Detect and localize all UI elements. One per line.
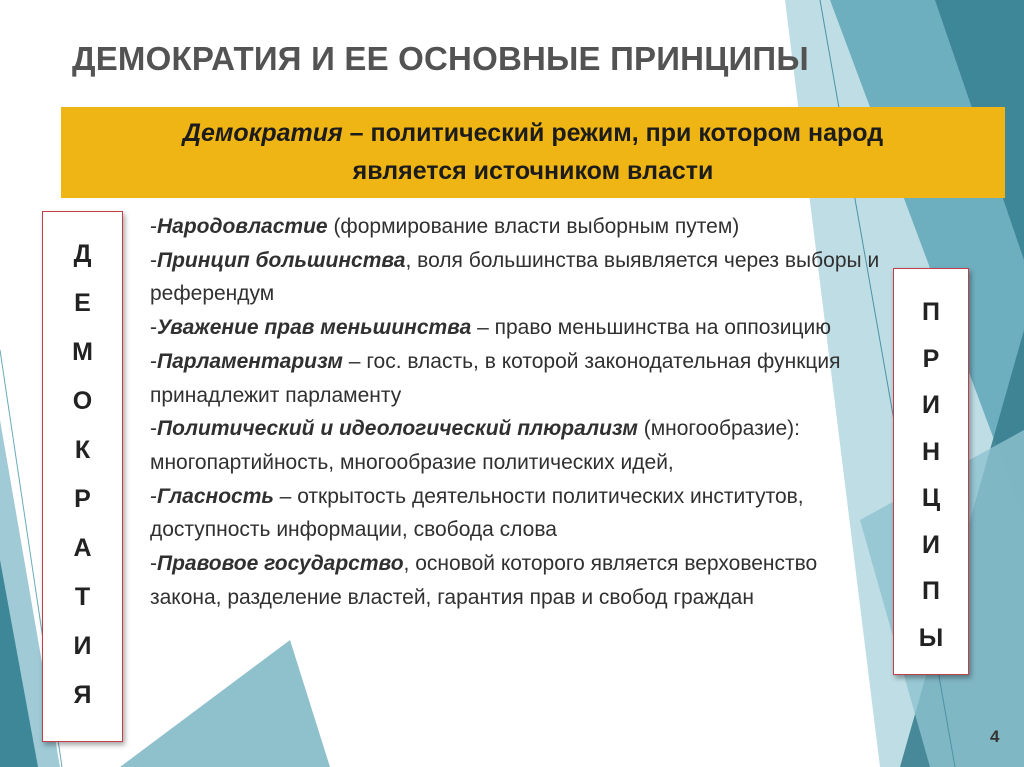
letter: И	[922, 530, 940, 559]
letter: Т	[74, 583, 91, 611]
letter: П	[922, 577, 940, 605]
page-number: 4	[990, 727, 1000, 746]
vertical-letters-left	[43, 230, 122, 720]
letter: Р	[922, 344, 940, 373]
slide-title: ДЕМОКРАТИЯ И ЕЕ ОСНОВНЫЕ ПРИНЦИПЫ	[72, 40, 809, 77]
letter: А	[73, 534, 92, 562]
definition-term: Демократия	[182, 119, 343, 147]
letter: Е	[74, 289, 91, 317]
principle-prefix: -	[150, 316, 157, 340]
principle-prefix: -	[150, 349, 157, 373]
definition-line2: является источником власти	[352, 157, 714, 185]
principle-item	[150, 480, 890, 547]
letter: К	[74, 436, 91, 464]
vertical-word-principles	[893, 268, 969, 675]
principle-description: – гос. власть, в которой законодательная функция принадлежит парламенту	[150, 349, 841, 407]
principle-item	[150, 210, 890, 244]
principle-item	[150, 547, 890, 614]
letter: Н	[921, 437, 941, 466]
principle-prefix: -	[150, 484, 157, 508]
principle-item	[150, 345, 890, 412]
principle-prefix: -	[150, 417, 157, 441]
principle-term: Принцип большинства	[157, 248, 406, 272]
definition-line1: – политический режим, при котором народ	[342, 119, 884, 147]
principle-description: – право меньшинства на оппозицию	[471, 316, 832, 340]
vertical-letters-right	[894, 289, 968, 661]
principle-item	[150, 311, 890, 345]
principle-term: Правовое государство	[157, 552, 404, 576]
principle-item	[150, 412, 890, 479]
principle-description: , воля большинства выявляется через выборы и референдум	[150, 248, 880, 306]
letter: М	[72, 338, 93, 366]
principle-prefix: -	[150, 248, 157, 272]
letter: Д	[73, 240, 92, 268]
principle-description: , основой которого является верховенство закона, разделение властей, гарантия прав и свобод граждан	[150, 552, 818, 609]
definition-text	[61, 114, 1005, 190]
letter: Ц	[921, 484, 941, 512]
letter: П	[922, 298, 940, 326]
principle-description: (многообразие): многопартийность, многообразие политических идей,	[150, 417, 800, 474]
principle-term: Народовластие	[157, 215, 328, 238]
principle-prefix: -	[150, 215, 157, 238]
principle-prefix: -	[150, 552, 157, 576]
principle-description: (формирование власти выборным путем)	[327, 215, 740, 238]
letter: Я	[73, 681, 92, 709]
letter: Ы	[918, 623, 944, 652]
letter: О	[72, 387, 93, 415]
principle-item	[150, 244, 890, 311]
deco-shape-bottom	[120, 640, 330, 767]
principle-term: Парламентаризм	[157, 349, 343, 373]
principle-description: – открытость деятельности политических институтов, доступность информации, свобода слова	[150, 484, 804, 542]
vertical-word-democracy	[42, 211, 123, 742]
principles-list	[150, 210, 890, 614]
letter: Р	[74, 485, 91, 513]
principle-term: Гласность	[157, 484, 274, 508]
letter: И	[73, 632, 92, 660]
letter: И	[922, 391, 940, 419]
principle-term: Политический и идеологический плюрализм	[157, 417, 638, 441]
principle-term: Уважение прав меньшинства	[157, 316, 472, 340]
